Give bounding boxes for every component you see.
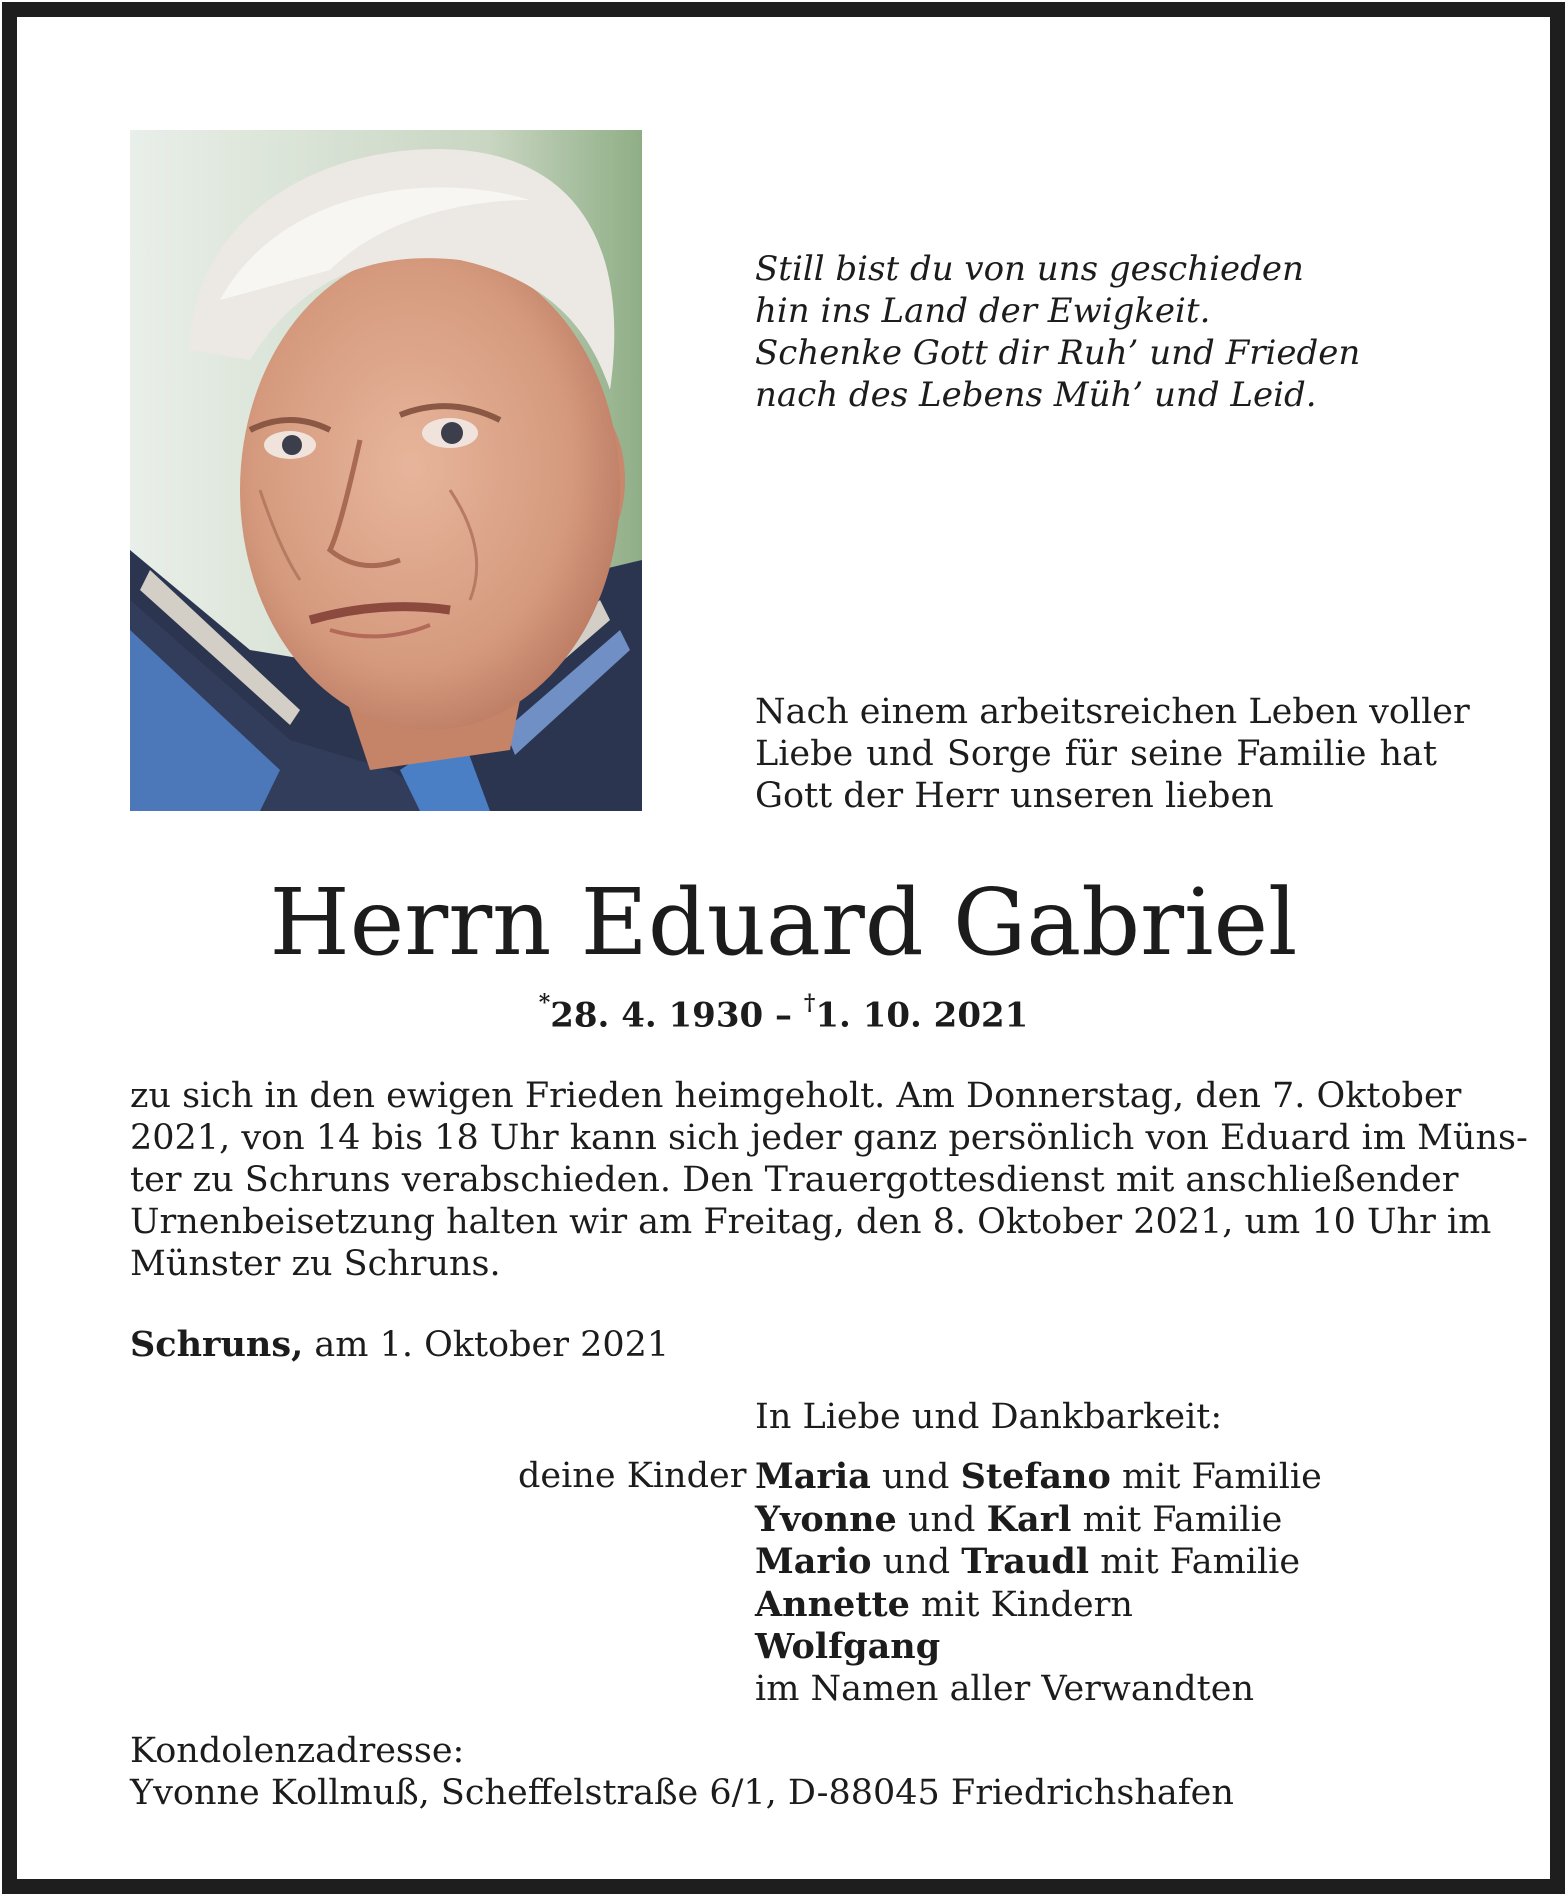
family-line <box>755 1541 1322 1584</box>
deceased-name: Herrn Eduard Gabriel <box>269 869 1298 976</box>
intro-line: Gott der Herr unseren lieben <box>755 776 1274 816</box>
poem-line: Schenke Gott dir Ruh’ und Frieden <box>755 333 1361 373</box>
signoff: In Liebe und Dankbarkeit: <box>755 1397 1223 1437</box>
announcement-line: zu sich in den ewigen Frieden heimgeholt. Am Donnerstag, den 7. Oktober <box>130 1076 1462 1116</box>
family-name: Mario <box>755 1541 872 1582</box>
announcement-line: ter zu Schruns verabschieden. Den Trauergottesdienst mit anschließender <box>130 1160 1459 1200</box>
poem-line: Still bist du von uns geschieden <box>755 249 1304 289</box>
family-line <box>755 1456 1322 1499</box>
condolence-label: Kondolenzadresse: <box>130 1731 465 1771</box>
announcement-line: Urnenbeisetzung halten wir am Freitag, den 8. Oktober 2021, um 10 Uhr im <box>130 1202 1492 1242</box>
family-conj: und <box>870 1457 961 1497</box>
family-name: Karl <box>986 1498 1072 1540</box>
family-conj: und <box>896 1499 987 1540</box>
portrait-photo <box>130 130 642 811</box>
family-line <box>755 1499 1322 1542</box>
birth-date: 28. 4. 1930 <box>550 995 764 1036</box>
family-closing: im Namen aller Verwandten <box>755 1668 1254 1709</box>
intro-text <box>755 691 1470 817</box>
family-line <box>755 1584 1322 1627</box>
family-suffix: mit Familie <box>1110 1457 1322 1497</box>
birth-symbol: * <box>538 990 551 1016</box>
date-separator: – <box>763 995 804 1036</box>
place: Schruns, <box>130 1324 304 1365</box>
family-name: Yvonne <box>755 1498 897 1540</box>
family-name: Wolfgang <box>755 1626 941 1667</box>
family-name: Maria <box>755 1456 871 1497</box>
family-conj: und <box>871 1542 962 1582</box>
announcement-text <box>130 1075 1528 1285</box>
death-date: 1. 10. 2021 <box>815 995 1029 1036</box>
family-suffix: mit Kindern <box>909 1584 1133 1625</box>
condolence-address <box>130 1730 1234 1814</box>
poem-line: nach des Lebens Müh’ und Leid. <box>755 375 1317 415</box>
family-line <box>755 1626 1322 1669</box>
life-dates <box>0 990 1567 1036</box>
announcement-line: Münster zu Schruns. <box>130 1244 501 1284</box>
intro-line: Liebe und Sorge für seine Familie hat <box>755 734 1437 774</box>
family-name: Stefano <box>960 1456 1111 1497</box>
date: am 1. Oktober 2021 <box>303 1325 670 1365</box>
family-name: Traudl <box>961 1541 1090 1582</box>
family-list <box>755 1456 1322 1710</box>
place-date <box>130 1324 669 1365</box>
poem-line: hin ins Land der Ewigkeit. <box>755 291 1211 331</box>
announcement-line: 2021, von 14 bis 18 Uhr kann sich jeder ganz persönlich von Eduard im Müns- <box>130 1118 1528 1158</box>
poem <box>755 248 1360 416</box>
death-symbol: † <box>803 990 816 1016</box>
family-name: Annette <box>755 1583 910 1625</box>
condolence-address-line: Yvonne Kollmuß, Scheffelstraße 6/1, D-88045 Friedrichshafen <box>130 1773 1234 1813</box>
intro-line: Nach einem arbeitsreichen Leben voller <box>755 692 1470 732</box>
family-suffix: mit Familie <box>1071 1499 1283 1540</box>
family-suffix: mit Familie <box>1089 1542 1301 1582</box>
family-label: deine Kinder <box>518 1456 747 1496</box>
